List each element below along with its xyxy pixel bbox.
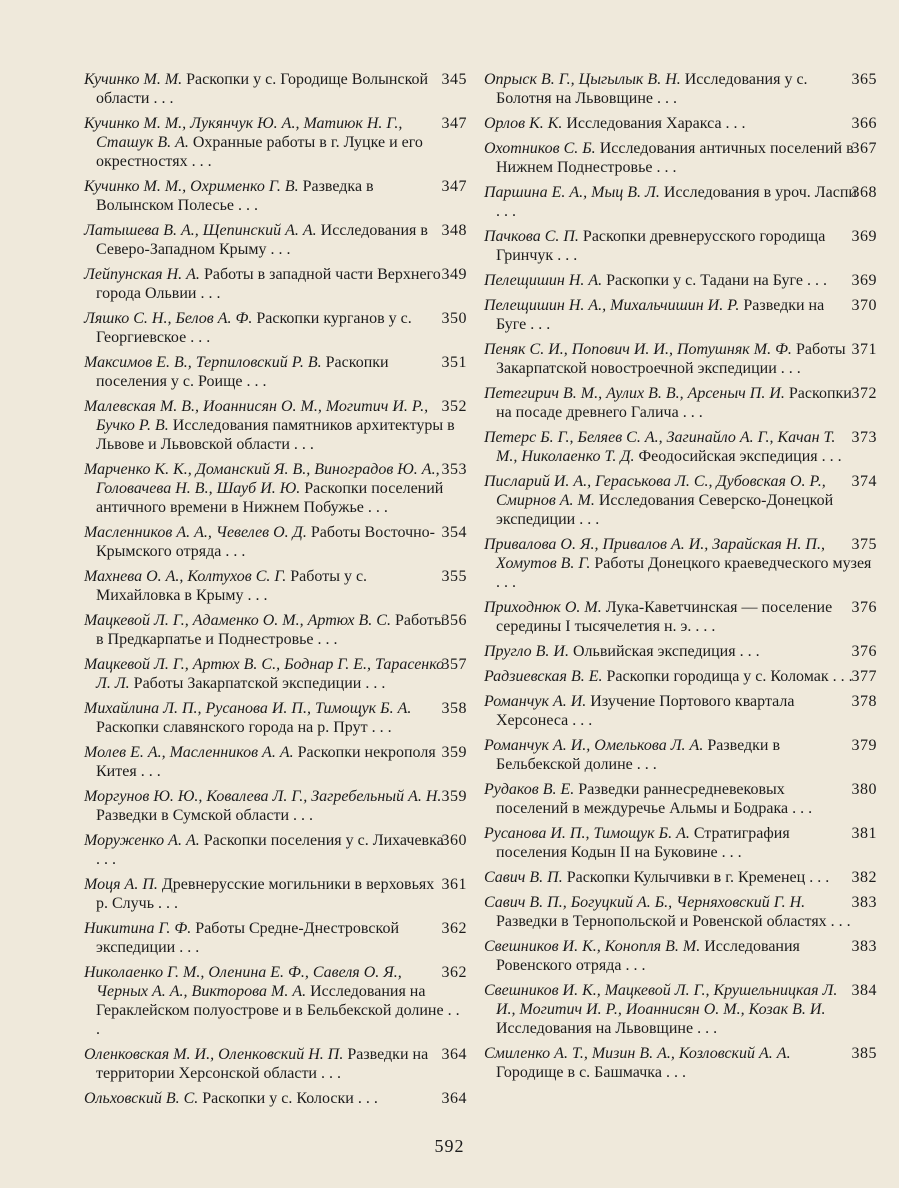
entry-title: Исследования в уроч. Ласпи [663, 184, 857, 201]
toc-entry [484, 535, 877, 592]
entry-page-number: 355 [441, 568, 467, 585]
entry-page-number: 347 [441, 115, 467, 132]
entry-title: Раскопки древнерусского городища Гринчук [496, 228, 826, 264]
leader-dots: . . . [363, 499, 388, 516]
entry-page-number: 385 [851, 1045, 877, 1062]
leader-dots: . . . [678, 404, 703, 421]
entry-page-number: 373 [851, 429, 877, 446]
leader-dots: . . . [526, 316, 551, 333]
toc-entry [484, 667, 877, 686]
entry-page-number: 350 [441, 310, 467, 327]
toc-entry [84, 265, 467, 303]
toc-entry [84, 309, 467, 347]
entry-page-number: 383 [851, 938, 877, 955]
entry-page-number: 379 [851, 737, 877, 754]
entry-authors: Пачкова С. П. [484, 228, 579, 245]
toc-entry [484, 114, 877, 133]
entry-title: Раскопки поселения у с. Роище [96, 354, 389, 390]
entry-authors: Николаенко Г. М., Оленина Е. Ф., Савеля О. Я., Черных А. А., Викторова М. А. [84, 964, 402, 1000]
toc-entry [84, 523, 467, 561]
page-number: 592 [434, 1136, 465, 1156]
leader-dots: . . . [266, 241, 291, 258]
leader-dots: . . . [652, 159, 677, 176]
toc-entry [84, 70, 467, 108]
leader-dots: . . . [776, 360, 801, 377]
toc-entry [84, 919, 467, 957]
entry-authors: Романчук А. И. [484, 693, 587, 710]
entry-authors: Ольховский В. С. [84, 1090, 199, 1107]
leader-dots: . . . [805, 869, 830, 886]
toc-entry [484, 824, 877, 862]
entry-title: Разведки раннесредневековых поселений в междуречье Альмы и Бодрака [496, 781, 789, 817]
entry-authors: Масленников А. А., Чевелев О. Д. [84, 524, 307, 541]
toc-entry [484, 271, 877, 290]
leader-dots: . . . [233, 197, 258, 214]
entry-authors: Кучинко М. М. [84, 71, 183, 88]
leader-dots: . . . [154, 895, 178, 912]
entry-authors: Рудаков В. Е. [484, 781, 575, 798]
entry-title: Работы у с. Михайловка в Крыму [96, 568, 368, 604]
entry-title: Работы в Предкарпатье и Поднестровье [96, 612, 445, 648]
leader-dots: . . . [175, 939, 200, 956]
entry-title: Раскопки у с. Городище Волынской области [96, 71, 429, 107]
entry-title: Феодосийская экспедиция [638, 448, 818, 465]
leader-dots: . . . [353, 1090, 378, 1107]
toc-entry [84, 611, 467, 649]
leader-dots: . . . [828, 668, 853, 685]
entry-authors: Латышева В. А., Щепинский А. А. [84, 222, 317, 239]
entry-authors: Мацкевой Л. Г., Адаменко О. М., Артюх В. С. [84, 612, 391, 629]
entry-authors: Мацкевой Л. Г., Артюх В. С., Боднар Г. Е., Тарасенко Л. Л. [84, 656, 445, 692]
entry-page-number: 349 [441, 266, 467, 283]
entry-title: Раскопки поселений античного времени в Нижнем Побужье [96, 480, 444, 516]
leader-dots: . . . [149, 90, 174, 107]
entry-title: Стратиграфия поселения Кодын II на Буковине [496, 825, 790, 861]
leader-dots: . . . [367, 719, 392, 736]
leader-dots: . . . [568, 712, 593, 729]
entry-page-number: 376 [851, 643, 877, 660]
entry-authors: Свешников И. К., Конопля В. М. [484, 938, 701, 955]
entry-title: Работы Закарпатской новостроечной экспедиции [496, 341, 846, 377]
toc-entry [84, 875, 467, 913]
toc-entry [484, 472, 877, 529]
toc-entry [484, 296, 877, 334]
leader-dots: . . . [653, 90, 678, 107]
entry-title: Раскопки городища у с. Коломак [606, 668, 829, 685]
leader-dots: . . . [242, 373, 267, 390]
toc-entry [84, 114, 467, 171]
entry-page-number: 353 [441, 461, 467, 478]
toc-entry [484, 692, 877, 730]
leader-dots: . . . [243, 587, 268, 604]
toc-entry [484, 937, 877, 975]
toc-entry [84, 743, 467, 781]
entry-authors: Никитина Г. Ф. [84, 920, 192, 937]
leader-dots: . . . [621, 957, 646, 974]
entry-page-number: 369 [851, 272, 877, 289]
entry-title: Разведки в Бельбекской долине [496, 737, 781, 773]
entry-authors: Оленковская М. И., Оленковский Н. П. [84, 1046, 344, 1063]
entry-title: Работы Восточно-Крымского отряда [96, 524, 436, 560]
toc-entry [484, 70, 877, 108]
leader-dots: . . . [735, 643, 760, 660]
entry-page-number: 352 [441, 398, 467, 415]
toc-entry [84, 177, 467, 215]
entry-title: Раскопки у с. Тадани на Буге [606, 272, 803, 289]
leader-dots: . . . [317, 1065, 341, 1082]
toc-entry [484, 340, 877, 378]
leader-dots: . . . [289, 807, 313, 824]
toc-entry [484, 183, 877, 221]
entry-authors: Малевская М. В., Иоаннисян О. М., Могитич И. Р., Бучко Р. В. [84, 398, 429, 434]
entry-page-number: 359 [441, 788, 467, 805]
leader-dots: . . . [661, 1064, 686, 1081]
leader-dots: . . . [802, 272, 827, 289]
leader-dots: . . . [496, 574, 516, 591]
entry-authors: Писларий И. А., Гераськова Л. С., Дубовская О. Р., Смирнов А. М. [484, 473, 826, 509]
entry-page-number: 382 [851, 869, 877, 886]
entry-page-number: 366 [851, 115, 877, 132]
entry-title: Раскопки некрополя Китея [96, 744, 436, 780]
entry-authors: Савич В. П., Богуцкий А. Б., Черняховский Г. Н. [484, 894, 806, 911]
entry-page-number: 364 [441, 1046, 467, 1063]
entry-title: Городище в с. Башмачка [496, 1064, 662, 1081]
right-column [484, 70, 877, 1088]
leader-dots: . . . [553, 247, 578, 264]
entry-page-number: 358 [441, 700, 467, 717]
entry-authors: Максимов Е. В., Терпиловский Р. В. [84, 354, 322, 371]
entry-title: Древнерусские могильники в верховьях р. Случь [96, 876, 435, 912]
entry-authors: Моргунов Ю. Ю., Ковалева Л. Г., Загребельный А. Н. [84, 788, 442, 805]
entry-page-number: 371 [851, 341, 877, 358]
entry-authors: Кучинко М. М., Лукянчук Ю. А., Матиюк Н. Г., Сташук В. А. [84, 115, 403, 151]
toc-entry [484, 139, 877, 177]
leader-dots: . . . [136, 763, 161, 780]
entry-title: Работы Средне-Днестровской экспедиции [96, 920, 400, 956]
entry-page-number: 367 [851, 140, 877, 157]
entry-page-number: 375 [851, 536, 877, 553]
toc-entry [84, 221, 467, 259]
entry-title: Охранные работы в г. Луцке и его окрестностях [96, 134, 423, 170]
entry-authors: Охотников С. Б. [484, 140, 596, 157]
entry-authors: Свешников И. К., Мацкевой Л. Г., Крушельницкая Л. И., Могитич И. Р., Иоаннисян О. М., Козак В. И. [484, 982, 838, 1018]
toc-entry [84, 397, 467, 454]
toc-entry [484, 893, 877, 931]
entry-title: Разведки на Буге [496, 297, 825, 333]
leader-dots: . . . [221, 543, 246, 560]
entry-page-number: 374 [851, 473, 877, 490]
toc-entry [84, 963, 467, 1039]
entry-title: Работы в западной части Верхнего города Ольвии [96, 266, 441, 302]
entry-authors: Марченко К. К., Доманский Я. В., Виноградов Ю. А., Головачева Н. В., Шауб И. Ю. [84, 461, 440, 497]
leader-dots: . . . [826, 913, 851, 930]
leader-dots: . . . [691, 618, 716, 635]
entry-authors: Пругло В. И. [484, 643, 569, 660]
toc-entry [484, 1044, 877, 1082]
leader-dots: . . . [196, 285, 221, 302]
entry-authors: Приходнюк О. М. [484, 599, 602, 616]
leader-dots: . . . [361, 675, 386, 692]
toc-entry [484, 642, 877, 661]
toc-entry [484, 780, 877, 818]
left-column [84, 70, 467, 1114]
entry-authors: Пелещишин Н. А. [484, 272, 603, 289]
entry-title: Раскопки курганов у с. Георгиевское [96, 310, 412, 346]
entry-title: Исследования Харакса [566, 115, 722, 132]
entry-authors: Русанова И. П., Тимощук Б. А. [484, 825, 690, 842]
entry-page-number: 359 [441, 744, 467, 761]
leader-dots: . . . [289, 436, 314, 453]
leader-dots: . . . [717, 844, 742, 861]
entry-page-number: 348 [441, 222, 467, 239]
toc-entry [84, 353, 467, 391]
leader-dots: . . . [496, 203, 516, 220]
entry-page-number: 384 [851, 982, 877, 999]
entry-page-number: 354 [441, 524, 467, 541]
entry-page-number: 369 [851, 228, 877, 245]
entry-authors: Романчук А. И., Омелькова Л. А. [484, 737, 704, 754]
toc-entry [84, 1089, 467, 1108]
entry-page-number: 365 [851, 71, 877, 88]
toc-entry [84, 787, 467, 825]
leader-dots: . . . [817, 448, 842, 465]
entry-authors: Молев Е. А., Масленников А. А. [84, 744, 294, 761]
entry-authors: Петерс Б. Г., Беляев С. А., Загинайло А. Г., Качан Т. М., Николаенко Т. Д. [484, 429, 836, 465]
entry-page-number: 377 [851, 668, 877, 685]
entry-authors: Моруженко А. А. [84, 832, 200, 849]
entry-title: Исследования на Гераклейском полуострове и в Бельбекской долине [96, 983, 444, 1019]
entry-authors: Орлов К. К. [484, 115, 563, 132]
leader-dots: . . . [187, 153, 212, 170]
entry-page-number: 383 [851, 894, 877, 911]
leader-dots: . . . [313, 631, 338, 648]
leader-dots: . . . [186, 329, 211, 346]
entry-page-number: 362 [441, 920, 467, 937]
entry-authors: Смиленко А. Т., Мизин В. А., Козловский А. А. [484, 1045, 791, 1062]
entry-title: Раскопки у с. Колоски [202, 1090, 354, 1107]
entry-authors: Кучинко М. М., Охрименко Г. В. [84, 178, 299, 195]
entry-title: Раскопки Кулычивки в г. Кременец [566, 869, 806, 886]
leader-dots: . . . [693, 1020, 718, 1037]
entry-title: Разведки на территории Херсонской области [96, 1046, 429, 1082]
entry-authors: Михайлина Л. П., Русанова И. П., Тимощук Б. А. [84, 700, 412, 717]
entry-page-number: 381 [851, 825, 877, 842]
entry-page-number: 356 [441, 612, 467, 629]
toc-entry [484, 868, 877, 887]
entry-authors: Махнева О. А., Колтухов С. Г. [84, 568, 287, 585]
leader-dots: . . . [96, 851, 116, 868]
toc-entry [484, 981, 877, 1038]
entry-authors: Лейпунская Н. А. [84, 266, 200, 283]
entry-title: Исследования Ровенского отряда [496, 938, 800, 974]
entry-authors: Пеняк С. И., Попович И. И., Потушняк М. Ф. [484, 341, 792, 358]
leader-dots: . . . [721, 115, 746, 132]
toc-entry [484, 227, 877, 265]
entry-authors: Моця А. П. [84, 876, 158, 893]
entry-authors: Пелещишин Н. А., Михальчишин И. Р. [484, 297, 740, 314]
toc-entry [84, 567, 467, 605]
entry-page-number: 364 [441, 1090, 467, 1107]
entry-page-number: 378 [851, 693, 877, 710]
toc-entry [484, 598, 877, 636]
entry-page-number: 357 [441, 656, 467, 673]
entry-title: Раскопки на посаде древнего Галича [496, 385, 852, 421]
entry-page-number: 368 [851, 184, 877, 201]
entry-title: Исследования античных поселений в Нижнем Поднестровье [496, 140, 854, 176]
entry-authors: Опрыск В. Г., Цыгылык В. Н. [484, 71, 681, 88]
entry-title: Разведка в Волынском Полесье [96, 178, 374, 214]
entry-title: Ольвийская экспедиция [572, 643, 736, 660]
entry-title: Исследования в Северо-Западном Крыму [96, 222, 428, 258]
entry-authors: Савич В. П. [484, 869, 563, 886]
toc-entry [484, 384, 877, 422]
entry-page-number: 380 [851, 781, 877, 798]
entry-authors: Привалова О. Я., Привалов А. И., Зарайская Н. П., Хомутов В. Г. [484, 536, 825, 572]
entry-page-number: 376 [851, 599, 877, 616]
toc-entry [84, 831, 467, 869]
entry-authors: Петегирич В. М., Аулих В. В., Арсеныч П. И. [484, 385, 785, 402]
leader-dots: . . . [96, 1002, 460, 1038]
leader-dots: . . . [788, 800, 813, 817]
entry-title: Исследования памятников архитектуры в Львове и Львовской области [96, 417, 455, 453]
entry-title: Разведки в Сумской области [96, 807, 289, 824]
entry-page-number: 360 [441, 832, 467, 849]
entry-page-number: 370 [851, 297, 877, 314]
entry-page-number: 361 [441, 876, 467, 893]
entry-title: Изучение Портового квартала Херсонеса [496, 693, 795, 729]
entry-title: Раскопки поселения у с. Лихачевка [203, 832, 444, 849]
entry-title: Лука-Каветчинская — поселение середины I тысячелетия н. э. [496, 599, 833, 635]
toc-entry [84, 699, 467, 737]
entry-authors: Ляшко С. Н., Белов А. Ф. [84, 310, 253, 327]
toc-entry [84, 655, 467, 693]
leader-dots: . . . [632, 756, 657, 773]
leader-dots: . . . [575, 511, 600, 528]
toc-entry [84, 1045, 467, 1083]
toc-entry [484, 428, 877, 466]
entry-title: Исследования у с. Болотня на Львовщине [496, 71, 808, 107]
entry-page-number: 362 [441, 964, 467, 981]
entry-page-number: 347 [441, 178, 467, 195]
entry-title: Работы Закарпатской экспедиции [133, 675, 362, 692]
entry-title: Раскопки славянского города на р. Прут [96, 719, 368, 736]
entry-title: Разведки в Тернопольской и Ровенской областях [496, 913, 827, 930]
entry-title: Исследования на Львовщине [496, 1020, 694, 1037]
toc-entry [484, 736, 877, 774]
entry-page-number: 372 [851, 385, 877, 402]
entry-title: Исследования Северско-Донецкой экспедиции [496, 492, 834, 528]
entry-authors: Радзиевская В. Е. [484, 668, 603, 685]
entry-title: Работы Донецкого краеведческого музея [594, 555, 872, 572]
entry-authors: Паршина Е. А., Мыц В. Л. [484, 184, 660, 201]
toc-entry [84, 460, 467, 517]
entry-page-number: 345 [441, 71, 467, 88]
entry-page-number: 351 [441, 354, 467, 371]
